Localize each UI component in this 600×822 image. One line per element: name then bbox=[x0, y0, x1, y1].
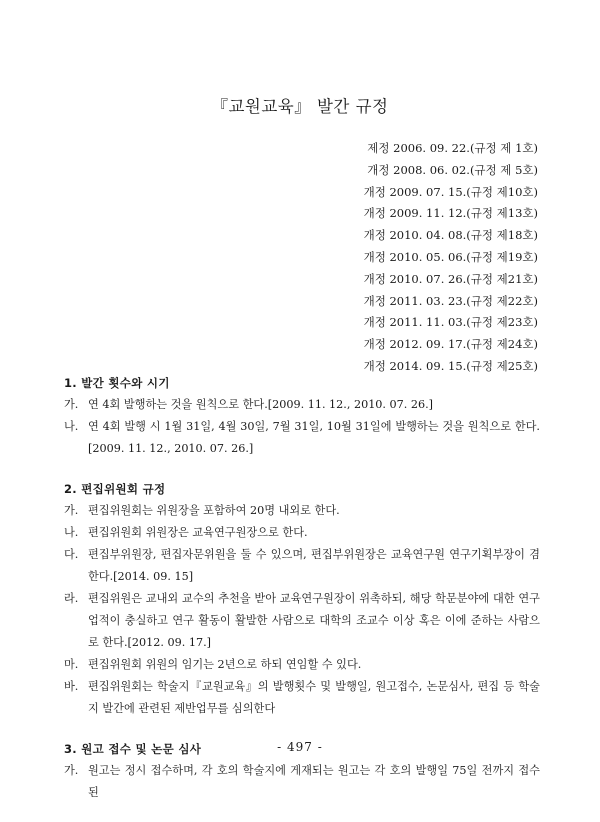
item-text: 편집위원회는 위원장을 포함하여 20명 내외로 한다. bbox=[88, 504, 340, 517]
history-line: 개정 2010. 04. 08.(규정 제18호) bbox=[363, 228, 538, 243]
section-title: 1. 발간 횟수와 시기 bbox=[64, 376, 170, 390]
item-marker: 다. bbox=[64, 548, 79, 561]
revision-history bbox=[0, 138, 538, 378]
history-line: 개정 2011. 03. 23.(규정 제22호) bbox=[363, 293, 538, 308]
regulation-sections bbox=[64, 372, 544, 822]
item-marker: 나. bbox=[64, 526, 79, 539]
history-line: 개정 2012. 09. 17.(규정 제24호) bbox=[363, 337, 538, 352]
item-text: 편집위원회 위원의 임기는 2년으로 하되 연임할 수 있다. bbox=[88, 658, 362, 671]
section-item bbox=[64, 416, 540, 460]
item-text: 원고는 정시 접수하며, 각 호의 학술지에 게재되는 원고는 각 호의 발행일 75일 전까지 접수된 bbox=[88, 764, 540, 799]
item-text: 편집위원회는 학술지『교원교육』의 발행횟수 및 발행일, 원고접수, 논문심사, 편집 등 학술지 발간에 관련된 제반업무를 심의한다 bbox=[88, 680, 540, 715]
section-item bbox=[64, 588, 540, 654]
history-line: 개정 2011. 11. 03.(규정 제23호) bbox=[363, 315, 538, 330]
item-marker: 라. bbox=[64, 592, 79, 605]
history-line: 개정 2010. 07. 26.(규정 제21호) bbox=[363, 271, 538, 286]
item-text: 편집부위원장, 편집자문위원을 둘 수 있으며, 편집부위원장은 교육연구원 연구기획부장이 겸한다.[2014. 09. 15] bbox=[88, 548, 540, 583]
item-text: 연 4회 발행 시 1월 31일, 4월 30일, 7월 31일, 10월 31일에 발행하는 것을 원칙으로 한다.[2009. 11. 12., 2010. 07. 26.] bbox=[88, 420, 540, 455]
section-item bbox=[64, 500, 540, 522]
item-text: 편집위원회 위원장은 교육연구원장으로 한다. bbox=[88, 526, 308, 539]
history-line: 개정 2009. 11. 12.(규정 제13호) bbox=[363, 206, 538, 221]
section-item bbox=[64, 654, 540, 676]
section-title: 2. 편집위원회 규정 bbox=[64, 482, 166, 496]
section-publication-frequency bbox=[64, 372, 544, 460]
section-item bbox=[64, 760, 540, 804]
item-text: 연 4회 발행하는 것을 원칙으로 한다.[2009. 11. 12., 2010. 07. 26.] bbox=[88, 398, 434, 411]
item-marker: 바. bbox=[64, 680, 79, 693]
section-item bbox=[64, 544, 540, 588]
history-line: 개정 2009. 07. 15.(규정 제10호) bbox=[363, 184, 538, 199]
item-marker: 나. bbox=[64, 420, 79, 433]
section-item bbox=[64, 394, 540, 416]
item-marker: 가. bbox=[64, 764, 79, 777]
section-item bbox=[64, 522, 540, 544]
item-marker: 마. bbox=[64, 658, 79, 671]
section-item bbox=[64, 676, 540, 720]
page-title: 『교원교육』 발간 규정 bbox=[211, 97, 389, 116]
history-line: 개정 2010. 05. 06.(규정 제19호) bbox=[363, 249, 538, 264]
history-line: 개정 2008. 06. 02.(규정 제 5호) bbox=[367, 162, 538, 177]
item-marker: 가. bbox=[64, 398, 79, 411]
section-editorial-committee bbox=[64, 478, 544, 720]
page-number: - 497 - bbox=[277, 740, 323, 754]
item-text: 편집위원은 교내외 교수의 추천을 받아 교육연구원장이 위촉하되, 해당 학문분야에 대한 연구업적이 충실하고 연구 활동이 활발한 사람으로 대학의 조교수 이상 혹은 이에 준하는 사람으로 한다.[2012. 09. 17.] bbox=[88, 592, 540, 649]
history-line: 제정 2006. 09. 22.(규정 제 1호) bbox=[367, 141, 538, 155]
history-line: 개정 2014. 09. 15.(규정 제25호) bbox=[363, 358, 538, 373]
section-title: 3. 원고 접수 및 논문 심사 bbox=[64, 742, 202, 756]
item-marker: 가. bbox=[64, 504, 79, 517]
